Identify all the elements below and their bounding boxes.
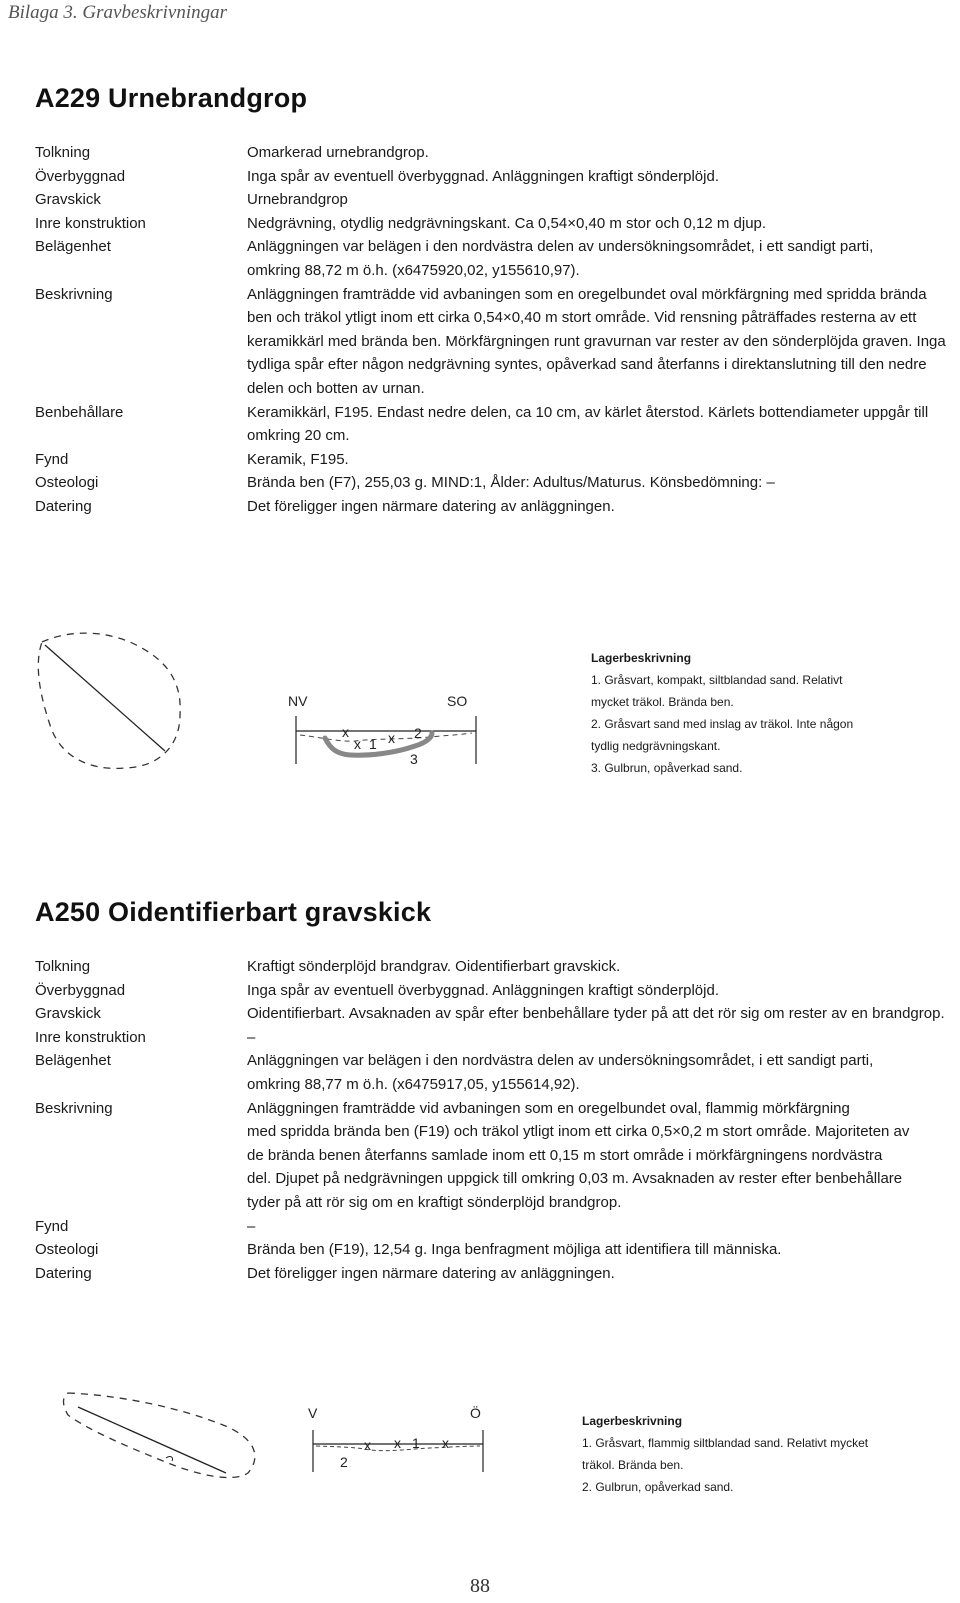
row-value: Nedgrävning, otydlig nedgrävningskant. Ca 0,54×0,40 m stor och 0,12 m djup.	[247, 214, 767, 232]
row-label	[35, 1120, 247, 1144]
plan-drawing-a250	[58, 1385, 268, 1485]
table-row	[35, 448, 950, 472]
table-row	[35, 259, 950, 283]
row-value: del. Djupet på nedgrävningen uppgick till omkring 0,03 m. Avsaknaden av rester efter benbehållare	[247, 1170, 903, 1188]
section-label-right: Ö	[470, 1405, 481, 1421]
row-label: Överbyggnad	[35, 167, 126, 185]
legend-line: träkol. Brända ben.	[582, 1458, 684, 1472]
row-value: –	[247, 1217, 256, 1235]
table-row	[35, 1262, 950, 1286]
row-value: Anläggningen var belägen i den nordvästra delen av undersökningsområdet, i ett sandigt parti,	[247, 1052, 874, 1070]
table-row	[35, 235, 950, 259]
table-row	[35, 495, 950, 519]
row-value: omkring 88,77 m ö.h. (x6475917,05, y155614,92).	[247, 1075, 580, 1093]
table-row	[35, 377, 950, 401]
row-label	[35, 424, 247, 448]
page-number: 88	[470, 1575, 490, 1597]
table-row	[35, 401, 950, 425]
feature-outline-dashed	[64, 1393, 255, 1478]
row-value: delen och botten av urnan.	[247, 379, 425, 397]
section-drawing-a229	[280, 688, 500, 773]
row-label	[35, 377, 247, 401]
table-row	[35, 283, 950, 307]
row-value: Urnebrandgrop	[247, 191, 348, 209]
section-title: A250 Oidentifierbart gravskick	[35, 897, 432, 927]
legend-title: Lagerbeskrivning	[591, 651, 692, 665]
row-label	[35, 353, 247, 377]
row-value: omkring 20 cm.	[247, 427, 350, 445]
layer-number: 3	[410, 751, 418, 767]
table-row	[35, 1026, 950, 1050]
row-value: Brända ben (F7), 255,03 g. MIND:1, Ålder: Adultus/Maturus. Könsbedömning: –	[247, 474, 775, 492]
row-value: Omarkerad urnebrandgrop.	[247, 144, 429, 161]
row-value: med spridda brända ben (F19) och träkol ytligt inom ett cirka 0,5×0,2 m stort område. Majoriteten av	[247, 1123, 910, 1141]
row-value: Det föreligger ingen närmare datering av anläggningen.	[247, 497, 615, 515]
legend-line: mycket träkol. Brända ben.	[591, 695, 734, 709]
section-label-right: SO	[447, 693, 468, 709]
table-row	[35, 979, 950, 1003]
section-label-left: NV	[288, 693, 308, 709]
section-label-left: V	[308, 1405, 318, 1421]
row-label: Datering	[35, 497, 92, 515]
table-row	[35, 424, 950, 448]
row-value: Brända ben (F19), 12,54 g. Inga benfragment möjliga att identifiera till människa.	[247, 1241, 782, 1259]
row-label	[35, 306, 247, 330]
table-row	[35, 1097, 950, 1121]
row-label: Belägenhet	[35, 238, 111, 256]
row-label: Beskrivning	[35, 285, 113, 303]
row-label: Inre konstruktion	[35, 1028, 146, 1046]
table-row	[35, 188, 950, 212]
row-value: Oidentifierbart. Avsaknaden av spår efter benbehållare tyder på att det rör sig om rester av en brandgrop.	[247, 1005, 945, 1023]
row-label: Fynd	[35, 1217, 69, 1235]
mark-x: x	[354, 736, 361, 752]
section-a250	[35, 897, 955, 1282]
description-table	[35, 955, 950, 1285]
table-row	[35, 1073, 950, 1097]
row-value: ben och träkol ytligt inom ett cirka 0,54×0,40 m stort område. Vid rensning påträffades resterna av ett	[247, 309, 917, 327]
row-label: Tolkning	[35, 144, 91, 161]
row-value: tyder på att rör sig om en kraftigt sönderplöjd brandgrop.	[247, 1193, 622, 1211]
row-label: Fynd	[35, 450, 69, 468]
legend-line: 2. Gråsvart sand med inslag av träkol. Inte någon	[591, 717, 854, 731]
row-label	[35, 259, 247, 283]
mark-x: x	[342, 724, 349, 740]
section-line	[45, 645, 165, 751]
row-value: Anläggningen framträdde vid avbaningen som en oregelbundet oval, flammig mörkfärgning	[247, 1099, 850, 1117]
layer-number: 2	[340, 1454, 348, 1470]
row-label: Tolkning	[35, 958, 91, 975]
row-label: Gravskick	[35, 1005, 101, 1023]
table-row	[35, 330, 950, 354]
row-label: Inre konstruktion	[35, 214, 146, 232]
mark-x: x	[364, 1437, 371, 1453]
section-line	[78, 1407, 226, 1473]
mark-x: x	[394, 1435, 401, 1451]
table-row	[35, 1215, 950, 1239]
section-drawing-a250	[300, 1400, 500, 1475]
table-row	[35, 1120, 950, 1144]
table-row	[35, 306, 950, 330]
row-label: Datering	[35, 1264, 92, 1282]
table-row	[35, 141, 950, 165]
row-value: Keramik, F195.	[247, 450, 349, 468]
table-row	[35, 1167, 950, 1191]
row-value: Inga spår av eventuell överbyggnad. Anläggningen kraftigt sönderplöjd.	[247, 167, 719, 185]
table-row	[35, 353, 950, 377]
table-row	[35, 955, 950, 979]
table-row	[35, 1238, 950, 1262]
row-value: –	[247, 1028, 256, 1046]
row-value: Anläggningen var belägen i den nordvästra delen av undersökningsområdet, i ett sandigt parti,	[247, 238, 874, 256]
running-head: Bilaga 3. Gravbeskrivningar	[8, 2, 228, 23]
row-label	[35, 1191, 247, 1215]
legend-line: 3. Gulbrun, opåverkad sand.	[591, 761, 743, 775]
layer-number: 2	[414, 725, 422, 741]
legend-line: 1. Gråsvart, flammig siltblandad sand. Relativt mycket	[582, 1436, 869, 1450]
row-value: Keramikkärl, F195. Endast nedre delen, ca 10 cm, av kärlet återstod. Kärlets bottendiameter uppgår till	[247, 403, 929, 421]
row-value: omkring 88,72 m ö.h. (x6475920,02, y155610,97).	[247, 261, 580, 279]
row-label	[35, 330, 247, 354]
table-row	[35, 212, 950, 236]
section-a229	[35, 83, 955, 515]
section-title: A229 Urnebrandgrop	[35, 83, 308, 113]
row-label: Osteologi	[35, 474, 99, 492]
feature-outline-dashed	[38, 633, 180, 768]
row-value: Anläggningen framträdde vid avbaningen som en oregelbundet oval mörkfärgning med spridda brända	[247, 285, 927, 303]
row-label: Överbyggnad	[35, 981, 126, 999]
table-row	[35, 1002, 950, 1026]
table-row	[35, 1191, 950, 1215]
table-row	[35, 1049, 950, 1073]
description-table	[35, 141, 950, 519]
legend-line: 1. Gråsvart, kompakt, siltblandad sand. Relativt	[591, 673, 843, 687]
layer-legend-a229	[591, 647, 891, 779]
row-label: Benbehållare	[35, 403, 124, 421]
row-label	[35, 1144, 247, 1168]
table-row	[35, 165, 950, 189]
mark-x: x	[442, 1435, 449, 1451]
layer-legend-a250	[582, 1410, 912, 1498]
row-label	[35, 1073, 247, 1097]
table-row	[35, 1144, 950, 1168]
mark-x: x	[388, 730, 395, 746]
legend-line: 2. Gulbrun, opåverkad sand.	[582, 1480, 734, 1494]
row-value: Kraftigt sönderplöjd brandgrav. Oidentifierbart gravskick.	[247, 958, 621, 975]
row-label: Belägenhet	[35, 1052, 111, 1070]
row-label: Gravskick	[35, 191, 101, 209]
row-label: Osteologi	[35, 1241, 99, 1259]
row-value: Inga spår av eventuell överbyggnad. Anläggningen kraftigt sönderplöjd.	[247, 981, 719, 999]
layer-number: 1	[369, 736, 377, 752]
table-row	[35, 471, 950, 495]
layer-number: 1	[412, 1435, 420, 1451]
legend-title: Lagerbeskrivning	[582, 1414, 683, 1428]
row-value: tydliga spår efter någon nedgrävning syntes, opåverkad sand återfanns i direktanslutning till den nedre	[247, 356, 927, 374]
row-label: Beskrivning	[35, 1099, 113, 1117]
row-value: de brända benen återfanns samlade inom ett 0,15 m stort område i mörkfärgningens nordvästra	[247, 1146, 883, 1164]
row-value: Det föreligger ingen närmare datering av anläggningen.	[247, 1264, 615, 1282]
plan-drawing-a229	[30, 625, 200, 775]
row-value: keramikkärl med brända ben. Mörkfärgningen runt gravurnan var rester av den sönderplöjda graven. Inga	[247, 332, 946, 350]
row-label	[35, 1167, 247, 1191]
legend-line: tydlig nedgrävningskant.	[591, 739, 721, 753]
